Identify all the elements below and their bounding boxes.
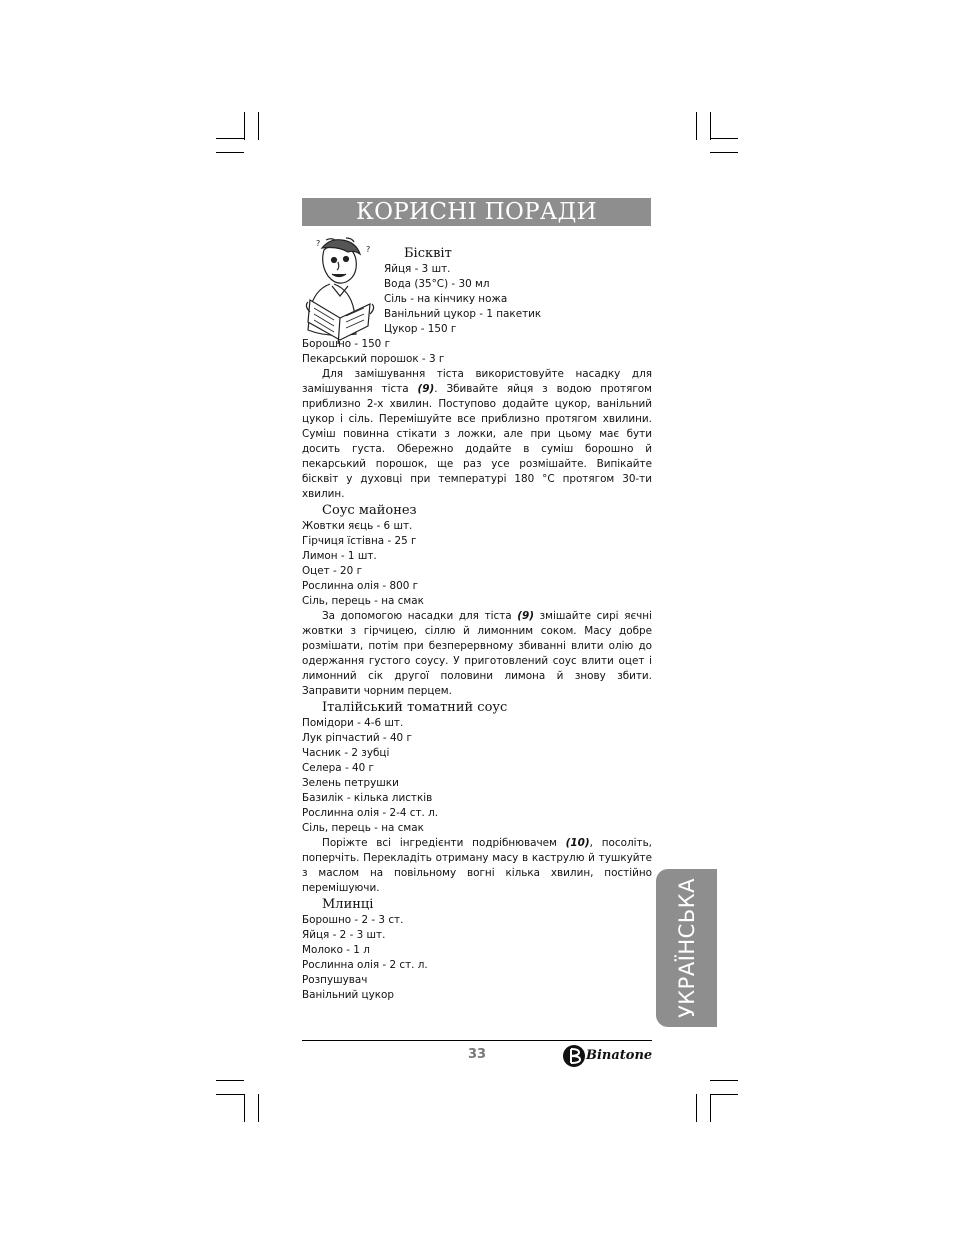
ingredient-line: Сіль, перець - на смак (302, 595, 424, 607)
crop-mark (710, 1094, 738, 1095)
crop-mark (258, 1094, 259, 1122)
ingredient-line: Часник - 2 зубці (302, 747, 390, 759)
ingredient-line: Рослинна олія - 2 ст. л. (302, 959, 428, 971)
ingredient-line: Ванільний цукор - 1 пакетик (384, 308, 542, 320)
ingredient-line: Оцет - 20 г (302, 565, 363, 577)
brand-logo (562, 1044, 652, 1068)
svg-text:?: ? (366, 245, 371, 254)
brand-name: Binatone (586, 1048, 653, 1063)
ingredient-line: Лук ріпчастий - 40 г (302, 732, 412, 744)
crop-mark (258, 112, 259, 140)
crop-mark (710, 152, 738, 153)
recipe-content (302, 245, 652, 1003)
crop-mark (244, 112, 245, 140)
crop-mark (710, 1094, 711, 1122)
crop-mark (710, 138, 738, 139)
crop-mark (216, 1080, 244, 1081)
recipe-heading: Соус майонез (322, 503, 417, 518)
page-title: КОРИСНІ ПОРАДИ (302, 198, 651, 226)
ingredient-line: Цукор - 150 г (384, 323, 457, 335)
ingredient-line: Лимон - 1 шт. (302, 550, 377, 562)
crop-mark (710, 1080, 738, 1081)
recipe-method: Поріжте всі інгредієнти подрібнювачем (10), посоліть, поперчіть. Перекладіть отриману масу в каструлю й тушкуйте з маслом на повільному вогні кілька хвилин, постійно перемішуючи. (302, 837, 652, 894)
ingredient-line: Жовтки яєць - 6 шт. (302, 520, 413, 532)
page-number: 33 (467, 1047, 487, 1062)
ingredient-line: Рослинна олія - 800 г (302, 580, 419, 592)
ingredient-line: Молоко - 1 л (302, 944, 370, 956)
ingredient-line: Сіль - на кінчику ножа (384, 293, 508, 305)
ingredient-line: Гірчиця їстівна - 25 г (302, 535, 417, 547)
ingredient-line: Ванільний цукор (302, 989, 394, 1001)
crop-mark (216, 152, 244, 153)
ingredient-line: Вода (35°С) - 30 мл (384, 278, 490, 290)
ingredient-line: Пекарський порошок - 3 г (302, 353, 445, 365)
binatone-logo-icon (562, 1044, 586, 1068)
ingredient-line: Борошно - 2 - 3 ст. (302, 914, 404, 926)
recipe-heading: Італійський томатний соус (322, 700, 508, 715)
ingredient-line: Рослинна олія - 2-4 ст. л. (302, 807, 439, 819)
ingredient-line: Борошно - 150 г (302, 338, 391, 350)
language-tab (656, 869, 717, 1027)
ingredient-line: Розпушувач (302, 974, 368, 986)
ingredient-line: Базилік - кілька листків (302, 792, 433, 804)
crop-mark (696, 112, 697, 140)
ingredient-line: Селера - 40 г (302, 762, 374, 774)
ingredient-line: Помідори - 4-6 шт. (302, 717, 404, 729)
recipe-heading: Бісквіт (404, 246, 452, 261)
recipe-method: Для замішування тіста використовуйте насадку для замішування тіста (9). Збивайте яйця з водою протягом приблизно 2-х хвилин. Поступово додайте цукор, ванільний цукор і сіль. Перемішуйте все приблизно протягом хвилини. Суміш повинна стікати з ложки, але при цьому має бути досить густа. Обережно додайте в суміш борошно й пекарський порошок, ще раз усе розмішайте. Випікайте бісквіт у духовці при температурі 180 °С протягом 30-ти хвилин. (302, 368, 652, 500)
ingredient-line: Яйця - 2 - 3 шт. (302, 929, 386, 941)
crop-mark (216, 138, 244, 139)
ingredient-line: Зелень петрушки (302, 777, 399, 789)
crop-mark (696, 1094, 697, 1122)
svg-text:?: ? (316, 239, 321, 248)
recipe-method: За допомогою насадки для тіста (9) змішайте сирі яєчні жовтки з гірчицею, сіллю й лимонним соком. Масу добре розмішати, потім при безперервному збиванні влити олію до одержання густого соусу. У приготовлений соус влити оцет і лимонний сік другої половини лимона й знову збити. Заправити чорним перцем. (302, 610, 652, 697)
recipe-heading: Млинці (322, 897, 374, 912)
footer-divider (302, 1040, 652, 1041)
crop-mark (216, 1094, 244, 1095)
crop-mark (710, 112, 711, 140)
language-tab-label: УКРАЇНСЬКА (674, 877, 699, 1019)
ingredient-line: Яйця - 3 шт. (384, 263, 451, 275)
ingredient-line: Сіль, перець - на смак (302, 822, 424, 834)
crop-mark (244, 1094, 245, 1122)
